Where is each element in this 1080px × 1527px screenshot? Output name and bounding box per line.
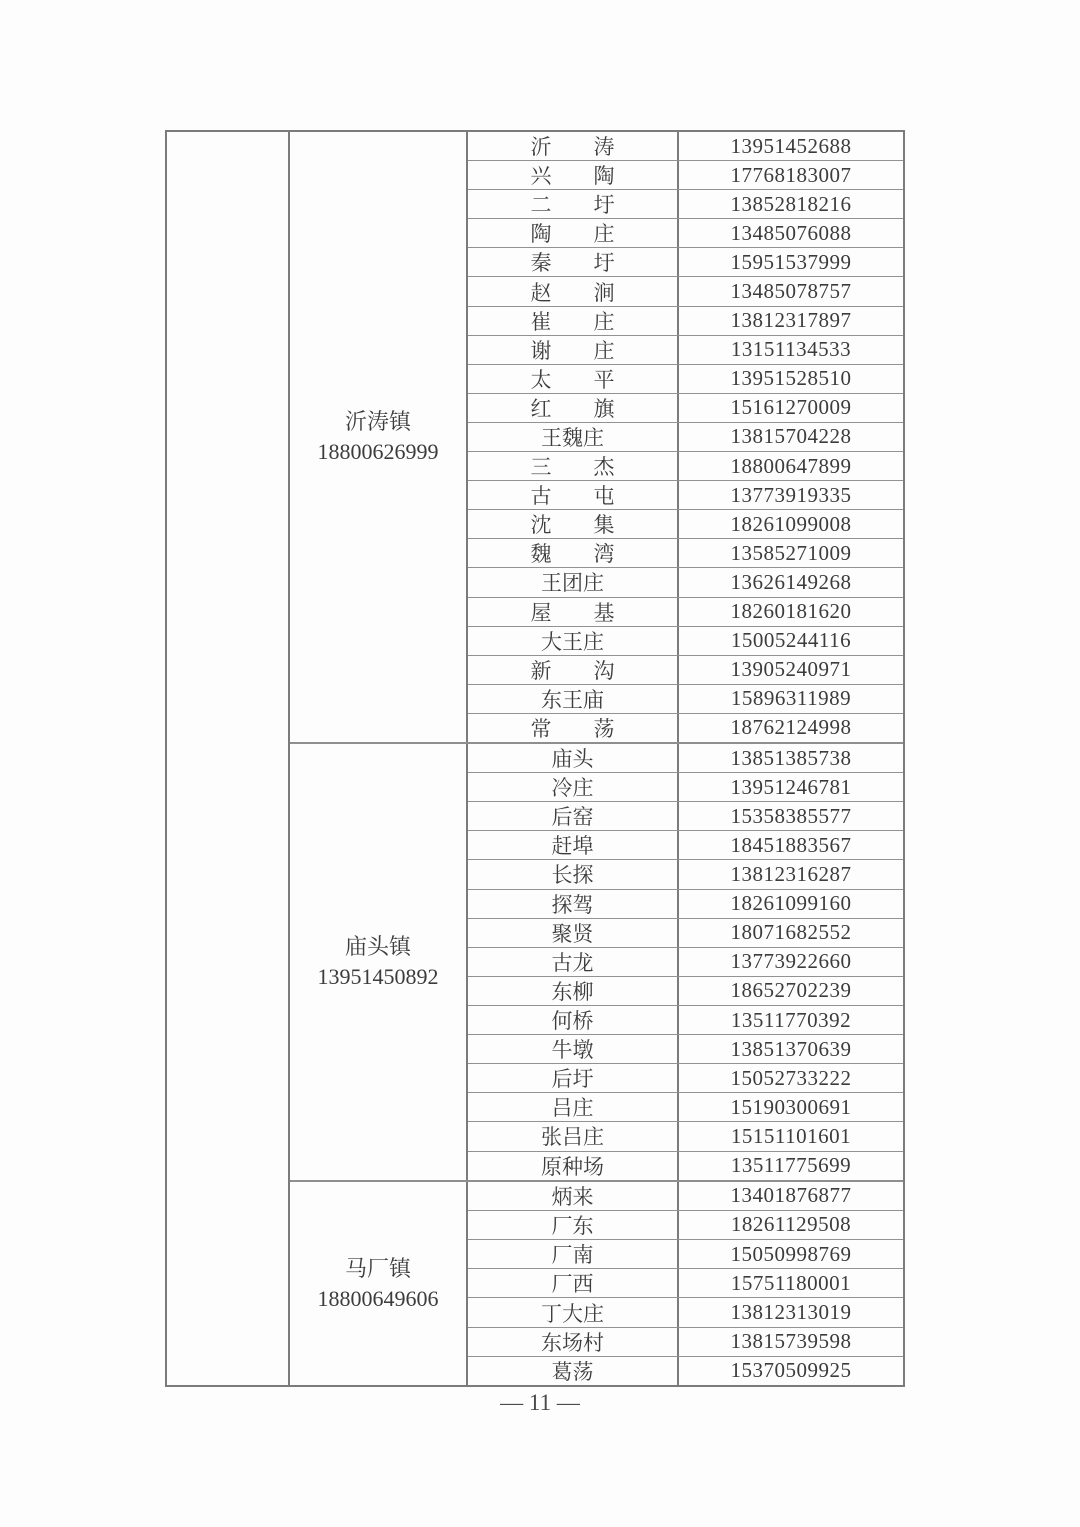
village-name-cell: 新 沟 (468, 656, 679, 684)
village-row (468, 1211, 903, 1240)
phone-number-cell: 13951452688 (730, 133, 852, 158)
phone-directory-table (165, 130, 905, 1387)
village-name-cell: 沈 集 (468, 510, 679, 538)
town-name: 沂涛镇 (344, 409, 411, 435)
village-rows (468, 744, 903, 1180)
village-name-cell: 吕庄 (468, 1093, 679, 1121)
town-phone: 13951450892 (317, 964, 439, 990)
village-name-cell: 丁大庄 (468, 1298, 679, 1326)
village-row (468, 539, 903, 568)
village-name-cell: 二 圩 (468, 190, 679, 218)
village-row (468, 132, 903, 161)
village-row (468, 919, 903, 948)
village-row (468, 948, 903, 977)
phone-number-cell: 15161270009 (730, 395, 852, 420)
village-row (468, 656, 903, 685)
village-row (468, 510, 903, 539)
village-name-cell: 冷庄 (468, 773, 679, 801)
village-name-cell: 后圩 (468, 1064, 679, 1092)
village-row (468, 481, 903, 510)
village-row (468, 1328, 903, 1357)
village-row (468, 860, 903, 889)
village-name-cell: 王魏庄 (468, 423, 679, 451)
village-row (468, 744, 903, 773)
village-row (468, 1093, 903, 1122)
village-name-cell: 长探 (468, 860, 679, 888)
village-name-cell: 牛墩 (468, 1035, 679, 1063)
village-row (468, 190, 903, 219)
village-name-cell: 东王庙 (468, 685, 679, 713)
village-name-cell: 厂西 (468, 1269, 679, 1297)
phone-number-cell: 18071682552 (730, 920, 852, 945)
village-name-cell: 炳来 (468, 1182, 679, 1210)
village-name-cell: 葛荡 (468, 1357, 679, 1385)
phone-number-cell: 13626149268 (730, 569, 852, 594)
village-row (468, 1269, 903, 1298)
phone-number-cell: 13815704228 (730, 424, 852, 449)
phone-number-cell: 13511775699 (730, 1153, 852, 1178)
village-name-cell: 原种场 (468, 1152, 679, 1180)
village-name-cell: 兴 陶 (468, 161, 679, 189)
village-row (468, 336, 903, 365)
phone-number-cell: 13773919335 (730, 482, 852, 507)
phone-number-cell: 13585271009 (730, 540, 852, 565)
phone-number-cell: 15190300691 (730, 1094, 852, 1119)
phone-number-cell: 13401876877 (730, 1183, 852, 1208)
village-row (468, 1035, 903, 1064)
phone-number-cell: 15052733222 (730, 1065, 852, 1090)
village-name-cell: 常 荡 (468, 714, 679, 742)
village-row (468, 714, 903, 742)
phone-number-cell: 13815739598 (730, 1329, 852, 1354)
village-name-cell: 聚贤 (468, 919, 679, 947)
phone-number-cell: 13485078757 (730, 279, 852, 304)
village-row (468, 1122, 903, 1151)
phone-number-cell: 13151134533 (730, 337, 852, 362)
village-name-cell: 王团庄 (468, 568, 679, 596)
village-row (468, 1240, 903, 1269)
village-row (468, 394, 903, 423)
town-section (290, 744, 903, 1182)
village-row (468, 1182, 903, 1211)
village-name-cell: 谢 庄 (468, 336, 679, 364)
village-row (468, 219, 903, 248)
village-row (468, 1298, 903, 1327)
phone-number-cell: 13511770392 (730, 1007, 852, 1032)
village-row (468, 598, 903, 627)
village-row (468, 1006, 903, 1035)
village-name-cell: 红 旗 (468, 394, 679, 422)
table-left-spacer-cell (167, 132, 290, 1385)
village-name-cell: 探驾 (468, 890, 679, 918)
village-name-cell: 大王庄 (468, 627, 679, 655)
town-cell (290, 1182, 468, 1385)
phone-number-cell: 18261099008 (730, 511, 852, 536)
phone-number-cell: 13773922660 (730, 949, 852, 974)
village-row (468, 423, 903, 452)
village-name-cell: 赶埠 (468, 831, 679, 859)
village-name-cell: 东柳 (468, 977, 679, 1005)
village-rows (468, 1182, 903, 1385)
village-name-cell: 东场村 (468, 1328, 679, 1356)
village-row (468, 307, 903, 336)
village-row (468, 1152, 903, 1180)
phone-number-cell: 18261129508 (730, 1212, 852, 1237)
phone-number-cell: 15370509925 (730, 1358, 852, 1383)
village-name-cell: 赵 涧 (468, 277, 679, 305)
phone-number-cell: 15951537999 (730, 249, 852, 274)
village-row (468, 568, 903, 597)
phone-number-cell: 13951528510 (730, 366, 852, 391)
phone-number-cell: 15050998769 (730, 1241, 852, 1266)
village-row (468, 773, 903, 802)
village-row (468, 277, 903, 306)
town-name: 马厂镇 (344, 1255, 411, 1281)
phone-number-cell: 13812313019 (730, 1300, 852, 1325)
town-section (290, 132, 903, 744)
village-name-cell: 古 屯 (468, 481, 679, 509)
phone-number-cell: 13485076088 (730, 220, 852, 245)
phone-number-cell: 15896311989 (730, 686, 852, 711)
village-name-cell: 三 杰 (468, 452, 679, 480)
phone-number-cell: 13951246781 (730, 774, 852, 799)
phone-number-cell: 13851385738 (730, 745, 852, 770)
village-row (468, 890, 903, 919)
village-name-cell: 魏 湾 (468, 539, 679, 567)
village-name-cell: 后窑 (468, 802, 679, 830)
phone-number-cell: 18260181620 (730, 599, 852, 624)
village-name-cell: 张吕庄 (468, 1122, 679, 1150)
village-row (468, 685, 903, 714)
village-name-cell: 厂东 (468, 1211, 679, 1239)
phone-number-cell: 18261099160 (730, 891, 852, 916)
town-name: 庙头镇 (344, 934, 411, 960)
village-name-cell: 庙头 (468, 744, 679, 772)
village-row (468, 1064, 903, 1093)
village-name-cell: 秦 圩 (468, 248, 679, 276)
town-phone: 18800649606 (317, 1285, 439, 1311)
village-row (468, 248, 903, 277)
village-row (468, 802, 903, 831)
town-section (290, 1182, 903, 1385)
village-row (468, 1357, 903, 1385)
village-name-cell: 沂 涛 (468, 132, 679, 160)
phone-number-cell: 18762124998 (730, 715, 852, 740)
village-row (468, 452, 903, 481)
phone-number-cell: 18800647899 (730, 453, 852, 478)
village-name-cell: 太 平 (468, 365, 679, 393)
town-phone: 18800626999 (317, 439, 439, 465)
phone-number-cell: 13812317897 (730, 308, 852, 333)
village-name-cell: 屋 基 (468, 598, 679, 626)
phone-number-cell: 13852818216 (730, 191, 852, 216)
village-name-cell: 何桥 (468, 1006, 679, 1034)
phone-number-cell: 15751180001 (730, 1270, 852, 1295)
phone-number-cell: 13905240971 (730, 657, 852, 682)
village-row (468, 977, 903, 1006)
village-row (468, 365, 903, 394)
phone-number-cell: 18451883567 (730, 832, 852, 857)
village-row (468, 831, 903, 860)
village-row (468, 627, 903, 656)
town-cell (290, 744, 468, 1180)
page-number: — 11 — (500, 1390, 580, 1415)
phone-number-cell: 13851370639 (730, 1036, 852, 1061)
phone-number-cell: 15151101601 (730, 1123, 852, 1148)
village-row (468, 161, 903, 190)
village-name-cell: 厂南 (468, 1240, 679, 1268)
town-cell (290, 132, 468, 742)
village-name-cell: 古龙 (468, 948, 679, 976)
village-name-cell: 崔 庄 (468, 307, 679, 335)
phone-number-cell: 15005244116 (730, 628, 852, 653)
village-rows (468, 132, 903, 742)
phone-number-cell: 18652702239 (730, 978, 852, 1003)
phone-number-cell: 17768183007 (730, 162, 852, 187)
table-sections (290, 132, 903, 1385)
phone-number-cell: 15358385577 (730, 803, 852, 828)
village-name-cell: 陶 庄 (468, 219, 679, 247)
phone-number-cell: 13812316287 (730, 861, 852, 886)
